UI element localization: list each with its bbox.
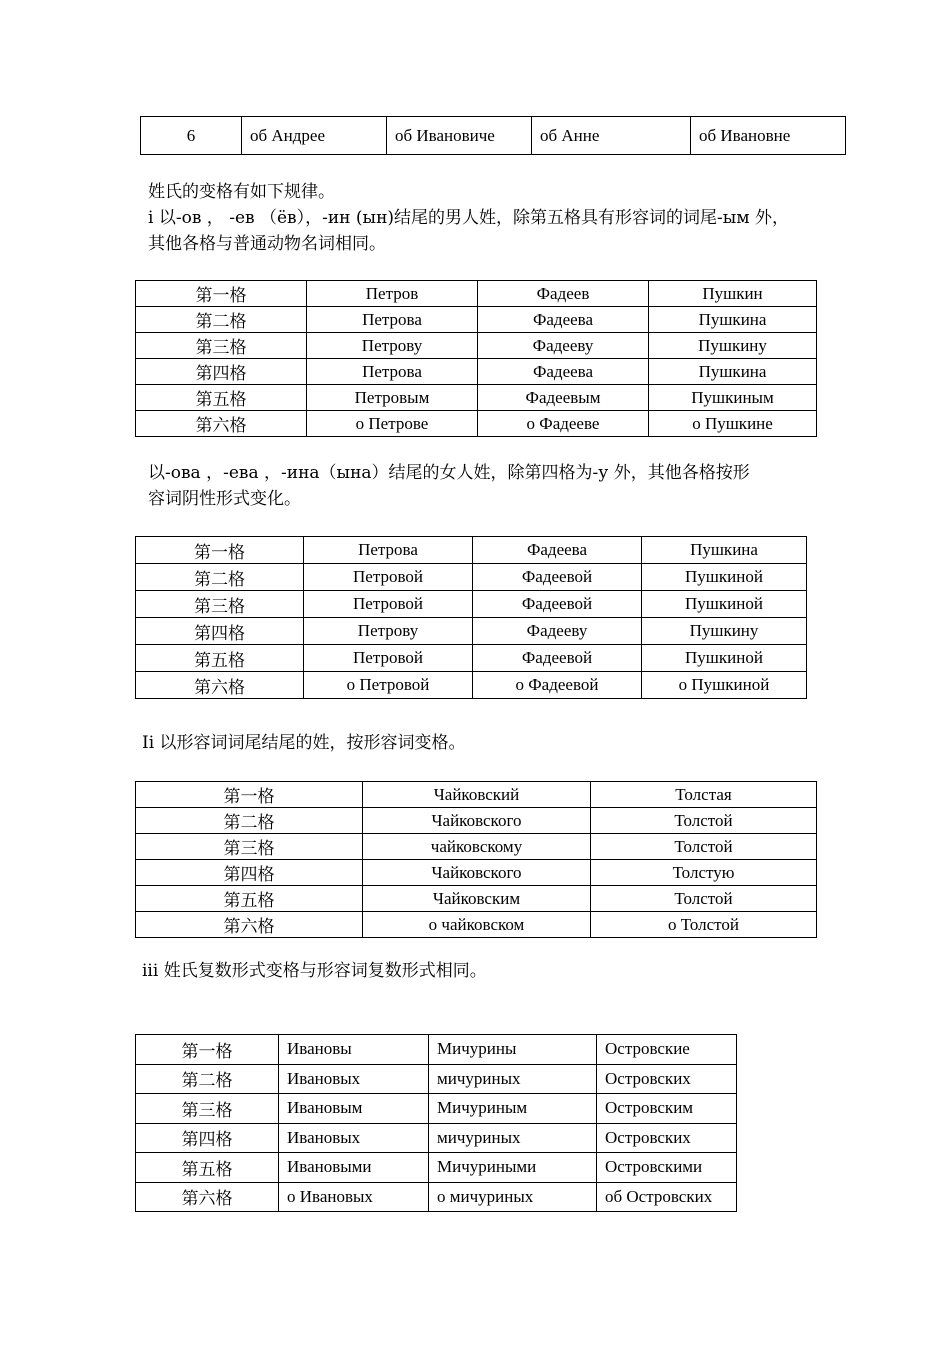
case-label: 第三格 (136, 1094, 279, 1124)
table-cell: Фадеевой (473, 645, 642, 672)
case-label: 第一格 (136, 1035, 279, 1065)
table-cell: мичуриных (429, 1123, 597, 1153)
table-row (136, 912, 817, 938)
case-label: 第四格 (136, 359, 307, 385)
table-cell: о Толстой (591, 912, 817, 938)
table-cell: об Анне (532, 117, 691, 155)
table-cell: Петровой (304, 645, 473, 672)
table-cell: об Ивановне (691, 117, 846, 155)
case-label: 第六格 (136, 1182, 279, 1212)
table-cell: об Ивановиче (387, 117, 532, 155)
table-cell: об Андрее (242, 117, 387, 155)
table-cell: мичуриных (429, 1064, 597, 1094)
feminine-rule-paragraph (148, 460, 750, 512)
table-cell: Чайковского (363, 860, 591, 886)
table-row (136, 1064, 737, 1094)
table-cell: Островским (597, 1094, 737, 1124)
case-label: 第三格 (136, 834, 363, 860)
plural-rule-paragraph (142, 958, 487, 984)
table-cell: Островских (597, 1064, 737, 1094)
paragraph-line: 姓氏的变格有如下规律。 (148, 182, 335, 202)
table-cell: Ивановыми (279, 1153, 429, 1183)
table-row (136, 1153, 737, 1183)
paragraph-line: Ii 以形容词词尾结尾的姓，按形容词变格。 (142, 733, 466, 753)
table-cell: Толстая (591, 782, 817, 808)
table-cell: Чайковского (363, 808, 591, 834)
table-cell: Петров (307, 281, 478, 307)
table-row (136, 591, 807, 618)
case-label: 第一格 (136, 537, 304, 564)
table-cell: о Ивановых (279, 1182, 429, 1212)
case-label: 第五格 (136, 1153, 279, 1183)
table-cell: Петровой (304, 591, 473, 618)
table-cell: Петрова (307, 307, 478, 333)
case-label: 第二格 (136, 808, 363, 834)
table-row (141, 117, 846, 155)
table-cell: Ивановых (279, 1064, 429, 1094)
table-cell: Пушкина (649, 359, 817, 385)
table-cell: Фадеевым (478, 385, 649, 411)
table-cell: Пушкину (642, 618, 807, 645)
prepositional-case-row-table (140, 116, 846, 155)
table-cell: о Пушкине (649, 411, 817, 437)
table-cell: Фадеевой (473, 591, 642, 618)
table-cell: Пушкиной (642, 564, 807, 591)
case-label: 第二格 (136, 1064, 279, 1094)
paragraph-line: i 以-ов ， -ев （ёв），-ин (ын)结尾的男人姓，除第五格具有形容词的词尾-ым 外， (148, 208, 789, 228)
case-label: 第一格 (136, 281, 307, 307)
table-cell: Толстой (591, 886, 817, 912)
table-row (136, 359, 817, 385)
table-cell: Пушкина (642, 537, 807, 564)
table-cell: Ивановым (279, 1094, 429, 1124)
plural-surname-table (135, 1034, 737, 1212)
table-row (136, 860, 817, 886)
table-cell: Фадееву (473, 618, 642, 645)
case-label: 第三格 (136, 333, 307, 359)
table-cell: Пушкин (649, 281, 817, 307)
table-cell: Петрову (307, 333, 478, 359)
table-row (136, 385, 817, 411)
paragraph-line: iii 姓氏复数形式变格与形容词复数形式相同。 (142, 961, 487, 981)
table-cell: Фадеев (478, 281, 649, 307)
table-cell: Толстой (591, 808, 817, 834)
table-cell: Пушкину (649, 333, 817, 359)
table-row (136, 645, 807, 672)
case-label: 第二格 (136, 307, 307, 333)
table-cell: о Фадеевой (473, 672, 642, 699)
table-cell: о Пушкиной (642, 672, 807, 699)
table-cell: Фадеева (478, 307, 649, 333)
table-cell: Фадеева (473, 537, 642, 564)
table-row (136, 411, 817, 437)
table-row (136, 1182, 737, 1212)
table-cell: Мичуриными (429, 1153, 597, 1183)
table-cell: Чайковский (363, 782, 591, 808)
table-cell: Ивановы (279, 1035, 429, 1065)
adjective-rule-paragraph (142, 730, 466, 756)
table-cell: Фадеевой (473, 564, 642, 591)
table-row (136, 333, 817, 359)
table-cell: Петрова (304, 537, 473, 564)
table-row (136, 1094, 737, 1124)
case-label: 第四格 (136, 1123, 279, 1153)
table-cell: Островских (597, 1123, 737, 1153)
intro-paragraph (148, 179, 789, 257)
table-row (136, 537, 807, 564)
table-cell: Чайковским (363, 886, 591, 912)
case-label: 第五格 (136, 886, 363, 912)
table-row (136, 808, 817, 834)
case-label: 第六格 (136, 411, 307, 437)
table-cell: Фадееву (478, 333, 649, 359)
table-cell: о Петровой (304, 672, 473, 699)
table-row (136, 672, 807, 699)
case-label: 第六格 (136, 672, 304, 699)
table-cell: чайковскому (363, 834, 591, 860)
table-row (136, 564, 807, 591)
table-cell: Мичурины (429, 1035, 597, 1065)
table-cell: Пушкиной (642, 645, 807, 672)
table-cell: Пушкиной (642, 591, 807, 618)
table-cell: Толстой (591, 834, 817, 860)
table-cell: Петровым (307, 385, 478, 411)
paragraph-line: 以-ова ，-ева ，-ина（ына）结尾的女人姓，除第四格为-у 外，其他各格按形 (148, 463, 750, 483)
table-cell: о мичуриных (429, 1182, 597, 1212)
case-label: 第三格 (136, 591, 304, 618)
table-cell: Мичуриным (429, 1094, 597, 1124)
feminine-surname-table (135, 536, 807, 699)
table-cell: Толстую (591, 860, 817, 886)
case-label: 第二格 (136, 564, 304, 591)
table-cell: о чайковском (363, 912, 591, 938)
case-label: 第一格 (136, 782, 363, 808)
case-label: 第六格 (136, 912, 363, 938)
paragraph-line: 其他各格与普通动物名词相同。 (148, 234, 386, 254)
table-row (136, 307, 817, 333)
table-row (136, 1123, 737, 1153)
case-label: 第四格 (136, 860, 363, 886)
table-cell: Петрову (304, 618, 473, 645)
table-row (136, 834, 817, 860)
table-row (136, 886, 817, 912)
table-cell: Фадеева (478, 359, 649, 385)
table-row (136, 1035, 737, 1065)
table-cell: Пушкина (649, 307, 817, 333)
table-row (136, 782, 817, 808)
table-row (136, 618, 807, 645)
case-label: 第五格 (136, 385, 307, 411)
case-label: 第四格 (136, 618, 304, 645)
table-cell: 6 (141, 117, 242, 155)
table-cell: Ивановых (279, 1123, 429, 1153)
masculine-surname-table (135, 280, 817, 437)
table-cell: о Фадееве (478, 411, 649, 437)
table-cell: о Петрове (307, 411, 478, 437)
table-row (136, 281, 817, 307)
table-cell: Островские (597, 1035, 737, 1065)
adjectival-surname-table (135, 781, 817, 938)
case-label: 第五格 (136, 645, 304, 672)
paragraph-line: 容词阴性形式变化。 (148, 489, 301, 509)
table-cell: Петрова (307, 359, 478, 385)
table-cell: Петровой (304, 564, 473, 591)
table-cell: Пушкиным (649, 385, 817, 411)
table-cell: об Островских (597, 1182, 737, 1212)
table-cell: Островскими (597, 1153, 737, 1183)
